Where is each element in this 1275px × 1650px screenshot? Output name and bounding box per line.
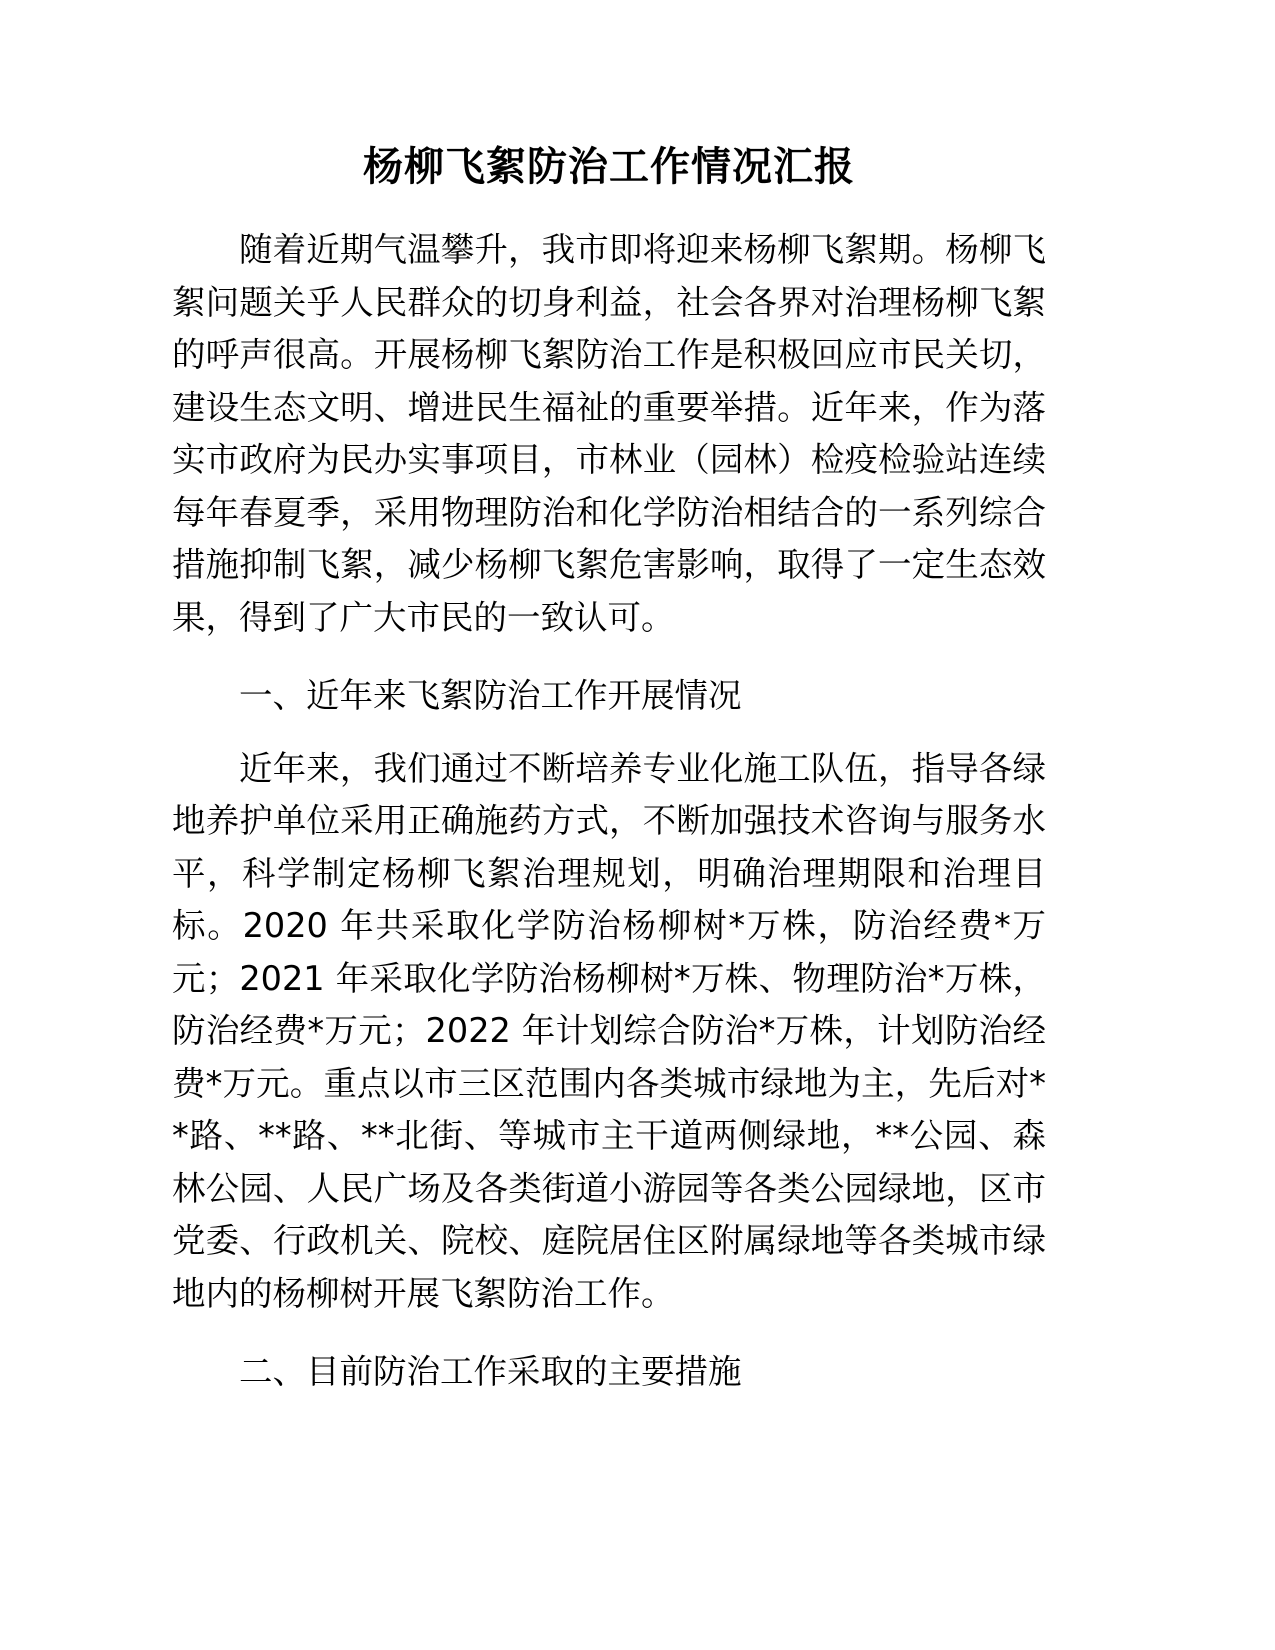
section-heading-one: 一、近年来飞絮防治工作开展情况 bbox=[239, 676, 742, 715]
document-body bbox=[172, 0, 1046, 1399]
intro-paragraph: 随着近期气温攀升，我市即将迎来杨柳飞絮期。杨柳飞絮问题关乎人民群众的切身利益，社会各界对治理杨柳飞絮的呼声很高。开展杨柳飞絮防治工作是积极回应市民关切，建设生态文明、增进民生福祉的重要举措。近年来，作为落实市政府为民办实事项目，市林业（园林）检疫检验站连续每年春夏季，采用物理防治和化学防治相结合的一系列综合措施抑制飞絮，减少杨柳飞絮危害影响，取得了一定生态效果，得到了广大市民的一致认可。 bbox=[172, 230, 1046, 637]
section-one-paragraph: 近年来，我们通过不断培养专业化施工队伍，指导各绿地养护单位采用正确施药方式，不断加强技术咨询与服务水平，科学制定杨柳飞絮治理规划，明确治理期限和治理目标。2020 年共采取化学防治杨柳树*万株，防治经费*万元；2021 年采取化学防治杨柳树*万株、物理防治*万株，防治经费*万元；2022 年计划综合防治*万株，计划防治经费*万元。重点以市三区范围内各类城市绿地为主，先后对**路、**路、**北街、等城市主干道两侧绿地，**公园、森林公园、人民广场及各类街道小游园等各类公园绿地，区市党委、行政机关、院校、庭院居住区附属绿地等各类城市绿地内的杨柳树开展飞絮防治工作。 bbox=[172, 748, 1046, 1313]
page-title: 杨柳飞絮防治工作情况汇报 bbox=[363, 144, 855, 190]
section-heading-two: 二、目前防治工作采取的主要措施 bbox=[239, 1352, 742, 1391]
